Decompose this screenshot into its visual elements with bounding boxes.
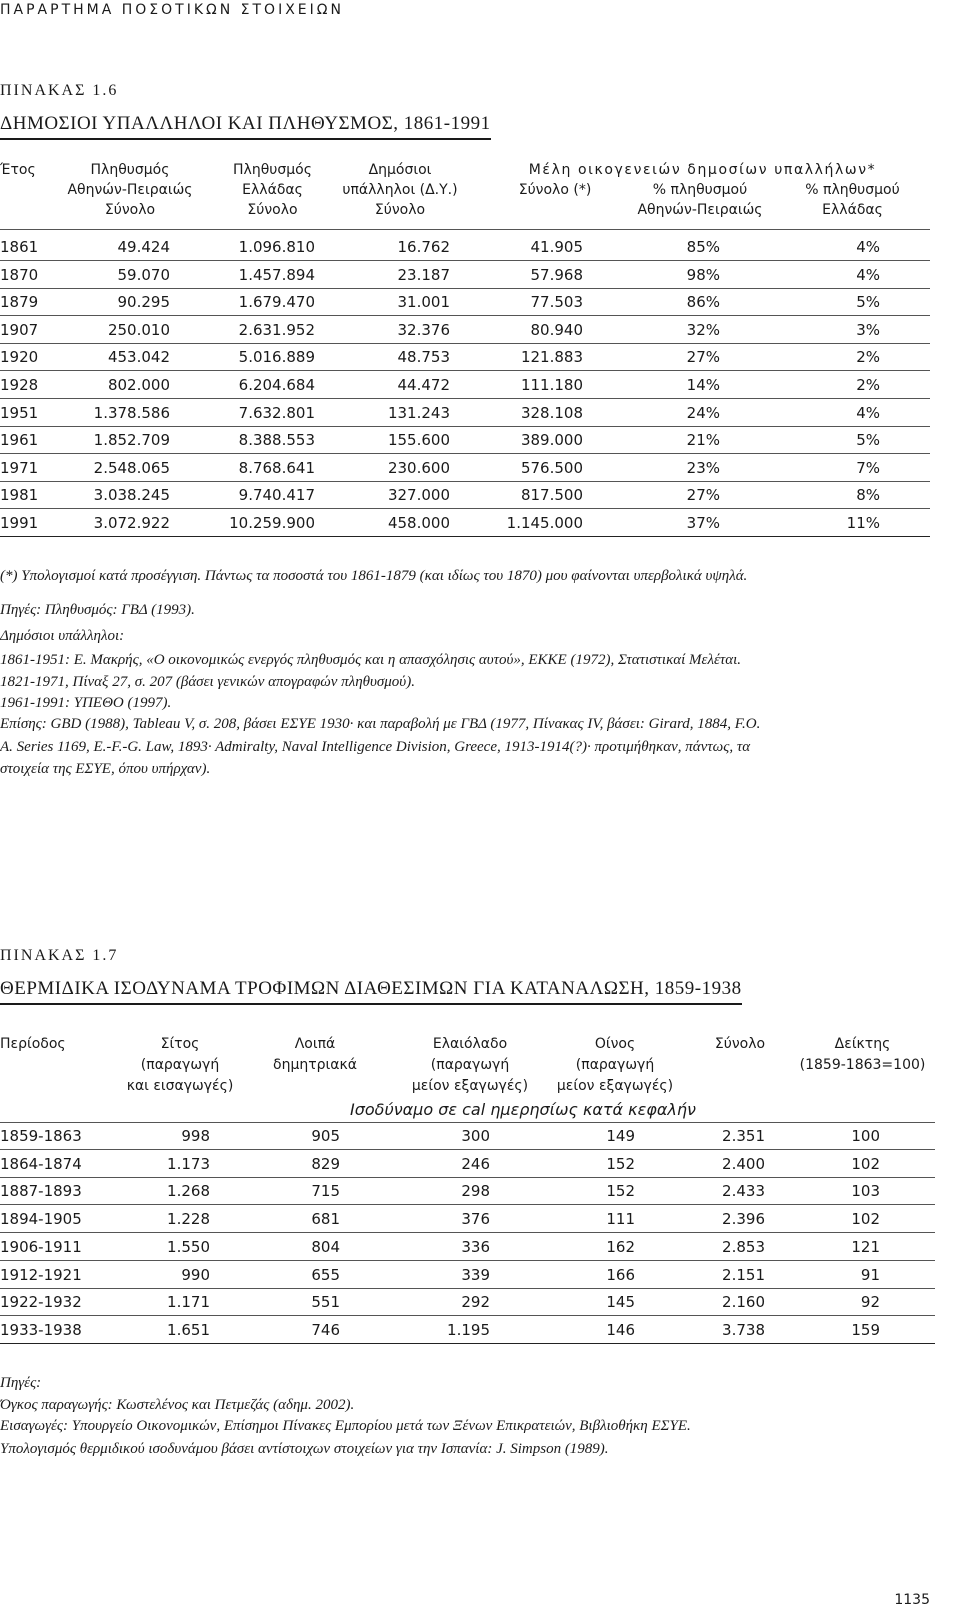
table-2-cell: 1.195 — [447, 1320, 490, 1339]
table-2-cell: 1.550 — [167, 1237, 210, 1256]
table-1-cell: 155.600 — [387, 431, 450, 450]
table-2-cell: 746 — [311, 1320, 340, 1339]
table-1-cell: 5.016.889 — [238, 348, 315, 367]
table-2-row-rule — [0, 1315, 935, 1316]
table-1-cell: 5% — [856, 293, 880, 312]
table-2-row-rule — [0, 1288, 935, 1289]
table-2-unit-caption: Ισοδύναμο σε cal ημερησίως κατά κεφαλήν — [350, 1100, 696, 1119]
table-1-cell: 41.905 — [530, 238, 583, 256]
table-2-cell: 91 — [860, 1265, 880, 1284]
table-1-cell: 23% — [686, 458, 720, 477]
table-1-cell: 1861 — [0, 238, 39, 256]
table-1-group-header: Μέλη οικογενειών δημοσίων υπαλλήλων* — [528, 162, 877, 178]
table-1-row-rule — [0, 508, 930, 509]
table-1-header-cell: Δημόσιοι — [368, 162, 432, 178]
table-1-cell: 3.038.245 — [93, 486, 170, 505]
table-1-cell: 59.070 — [117, 265, 170, 284]
table-1-row-rule — [0, 288, 930, 289]
table-2-cell: 655 — [311, 1265, 340, 1284]
table-2-cell: 829 — [311, 1154, 340, 1173]
table-1-note: A. Series 1169, E.-F.-G. Law, 1893· Admiralty, Naval Intelligence Division, Greece, 1913-1914(?)· προτιμήθηκαν, πάντως, τα — [0, 739, 751, 755]
table-1-cell: 57.968 — [530, 265, 583, 284]
table-1-cell: 817.500 — [520, 486, 583, 505]
table-2-header-cell: Σύνολο — [714, 1036, 766, 1052]
table-1-row-rule — [0, 536, 930, 537]
table-2-cell: 146 — [606, 1320, 635, 1339]
table-1-cell: 2% — [856, 376, 880, 394]
table-1-note: Δημόσιοι υπάλληλοι: — [0, 628, 125, 644]
table-1-row-rule — [0, 260, 930, 261]
table-2-cell: 152 — [606, 1154, 635, 1173]
table-1-note: Πηγές: Πληθυσμός: ΓΒΔ (1993). — [0, 602, 195, 618]
table-2-row-rule — [0, 1204, 935, 1205]
table-2-note: Υπολογισμός θερμιδικού ισοδυνάμου βάσει αντίστοιχων στοιχείων για την Ισπανία: J. Simpson (1989). — [0, 1441, 609, 1457]
table-1-cell: 1.852.709 — [93, 431, 170, 450]
table-1-header-cell: % πληθυσμού — [652, 182, 748, 198]
table-2-cell: 2.853 — [722, 1237, 765, 1256]
table-2-cell: 103 — [851, 1182, 880, 1201]
table-1-cell: 37% — [686, 514, 720, 532]
table-2-cell: 2.160 — [722, 1293, 765, 1312]
table-1-cell: 31.001 — [397, 293, 450, 312]
table-1-cell: 3.072.922 — [93, 514, 170, 532]
table-1-cell: 1.457.894 — [238, 265, 315, 284]
running-head: ΠΑΡΑΡΤΗΜΑ ΠΟΣΟΤΙΚΩΝ ΣΤΟΙΧΕΙΩΝ — [0, 2, 344, 18]
table-1-cell: 1.145.000 — [506, 514, 583, 532]
table-1-cell: 8.388.553 — [238, 431, 315, 450]
table-2-note: Εισαγωγές: Υπουργείο Οικονομικών, Επίσημοι Πίνακες Εμπορίου μετά των Ξένων Επικρατειών, Βιβλιοθήκη ΕΣΥΕ. — [0, 1418, 691, 1434]
table-2-cell: 1922-1932 — [0, 1293, 82, 1312]
table-1-cell: 27% — [686, 348, 720, 367]
table-2-header-rule — [0, 1122, 935, 1123]
table-1-cell: 458.000 — [387, 514, 450, 532]
table-1-label: ΠΙΝΑΚΑΣ 1.6 — [0, 82, 119, 99]
table-2-cell: 159 — [851, 1320, 880, 1339]
table-2-cell: 2.400 — [722, 1154, 765, 1173]
table-1-row-rule — [0, 315, 930, 316]
table-1-cell: 21% — [686, 431, 720, 450]
table-1-cell: 1.679.470 — [238, 293, 315, 312]
table-1-header-cell: Ελλάδας — [242, 182, 303, 198]
table-2-cell: 111 — [606, 1210, 635, 1229]
table-1-header-cell: % πληθυσμού — [805, 182, 900, 198]
table-1-header-cell: Σύνολο — [374, 202, 426, 218]
table-2-cell: 102 — [851, 1210, 880, 1229]
table-1-cell: 1971 — [0, 458, 39, 477]
table-1-cell: 1.378.586 — [93, 403, 170, 422]
table-1-cell: 1.096.810 — [238, 238, 315, 256]
table-1-row-rule — [0, 426, 930, 427]
table-1-cell: 11% — [846, 514, 880, 532]
table-1-cell: 9.740.417 — [238, 486, 315, 505]
table-1-cell: 4% — [856, 238, 880, 256]
table-1-note: Επίσης: GBD (1988), Tableau V, σ. 208, βάσει ΕΣΥΕ 1930· και παραβολή με ΓΒΔ (1977, Πίνακας IV, βάσει: Girard, 1884, F.O. — [0, 716, 761, 732]
table-1-cell: 98% — [686, 265, 720, 284]
table-2-cell: 145 — [606, 1293, 635, 1312]
table-1-header-cell: Αθηνών-Πειραιώς — [637, 202, 763, 218]
table-2-header-cell: Οίνος — [594, 1036, 636, 1052]
table-2-header-cell: (παραγωγή — [430, 1057, 510, 1073]
table-1-cell: 1879 — [0, 293, 39, 312]
table-1-cell: 7% — [856, 458, 880, 477]
table-2-header-cell: Δείκτης — [834, 1036, 891, 1052]
table-1-header-cell: Ελλάδας — [822, 202, 883, 218]
table-2-header-cell: και εισαγωγές) — [126, 1078, 234, 1094]
table-1-cell: 10.259.900 — [229, 514, 315, 532]
table-2-row-rule — [0, 1177, 935, 1178]
table-1-cell: 1870 — [0, 265, 39, 284]
table-1-cell: 8% — [856, 486, 880, 505]
table-1-header-cell: Αθηνών-Πειραιώς — [67, 182, 193, 198]
table-1-note: στοιχεία της ΕΣΥΕ, όπου υπήρχαν). — [0, 761, 211, 777]
table-2-cell: 100 — [851, 1127, 880, 1145]
table-2-cell: 149 — [606, 1127, 635, 1145]
table-2-cell: 2.151 — [722, 1265, 765, 1284]
table-1-cell: 576.500 — [520, 458, 583, 477]
table-1-cell: 250.010 — [107, 320, 170, 339]
table-2-cell: 1887-1893 — [0, 1182, 82, 1201]
table-1-row-rule — [0, 481, 930, 482]
table-2-cell: 998 — [181, 1127, 210, 1145]
table-2-title: ΘΕΡΜΙΔΙΚΑ ΙΣΟΔΥΝΑΜΑ ΤΡΟΦΙΜΩΝ ΔΙΑΘΕΣΙΜΩΝ ΓΙΑ ΚΑΤΑΝΑΛΩΣΗ, 1859-1938 — [0, 978, 742, 1005]
table-2-cell: 1.173 — [167, 1154, 210, 1173]
table-2-cell: 1.268 — [167, 1182, 210, 1201]
table-2-header-cell: μείον εξαγωγές) — [411, 1078, 529, 1094]
table-1-cell: 1920 — [0, 348, 39, 367]
table-1-note: 1821-1971, Πίναξ 27, σ. 207 (βάσει γενικών απογραφών πληθυσμού). — [0, 674, 415, 690]
table-1-cell: 14% — [686, 376, 720, 394]
table-1-cell: 49.424 — [117, 238, 170, 256]
table-2-label: ΠΙΝΑΚΑΣ 1.7 — [0, 947, 119, 964]
table-1-cell: 1961 — [0, 431, 39, 450]
table-1-cell: 8.768.641 — [238, 458, 315, 477]
table-1-cell: 32.376 — [397, 320, 450, 339]
table-1-cell: 7.632.801 — [238, 403, 315, 422]
table-1-header-cell: Σύνολο — [247, 202, 298, 218]
table-1-cell: 16.762 — [397, 238, 450, 256]
table-2-cell: 121 — [851, 1237, 880, 1256]
table-1-row-rule — [0, 398, 930, 399]
table-2-header-cell: (παραγωγή — [575, 1057, 655, 1073]
table-1-cell: 131.243 — [387, 403, 450, 422]
table-1-cell: 1951 — [0, 403, 39, 422]
table-1-title: ΔΗΜΟΣΙΟΙ ΥΠΑΛΛΗΛΟΙ ΚΑΙ ΠΛΗΘΥΣΜΟΣ, 1861-1991 — [0, 113, 491, 140]
table-1-row-rule — [0, 370, 930, 371]
table-2-row-rule — [0, 1232, 935, 1233]
table-1-cell: 1981 — [0, 486, 39, 505]
table-2-cell: 292 — [461, 1293, 490, 1312]
table-2-header-cell: Περίοδος — [0, 1036, 66, 1052]
table-1-cell: 77.503 — [530, 293, 583, 312]
page-number: 1135 — [894, 1592, 930, 1608]
table-2-note: Όγκος παραγωγής: Κωστελένος και Πετμεζάς (αδημ. 2002). — [0, 1397, 355, 1413]
table-2-row-rule — [0, 1260, 935, 1261]
table-1-cell: 389.000 — [520, 431, 583, 450]
table-1-cell: 48.753 — [397, 348, 450, 367]
table-2-cell: 298 — [461, 1182, 490, 1201]
table-2-note: Πηγές: — [0, 1375, 42, 1391]
table-2-header-cell: Σίτος — [160, 1036, 200, 1052]
table-2-cell: 102 — [851, 1154, 880, 1173]
table-1-cell: 230.600 — [387, 458, 450, 477]
table-2-cell: 1.171 — [167, 1293, 210, 1312]
table-1-note: 1961-1991: ΥΠΕΘΟ (1997). — [0, 695, 172, 711]
table-1-cell: 802.000 — [107, 376, 170, 394]
table-1-cell: 86% — [686, 293, 720, 312]
table-2-cell: 681 — [311, 1210, 340, 1229]
table-2-cell: 162 — [606, 1237, 635, 1256]
table-1-cell: 5% — [856, 431, 880, 450]
table-2-cell: 1859-1863 — [0, 1127, 82, 1145]
table-2-cell: 166 — [606, 1265, 635, 1284]
table-2-cell: 551 — [311, 1293, 340, 1312]
table-2-cell: 715 — [311, 1182, 340, 1201]
table-2-cell: 1894-1905 — [0, 1210, 82, 1229]
table-1-cell: 2% — [856, 348, 880, 367]
table-1-header-cell: Σύνολο — [104, 202, 156, 218]
table-1-header-cell: Σύνολο (*) — [518, 182, 592, 198]
table-1-cell: 2.548.065 — [93, 458, 170, 477]
table-2-cell: 1.651 — [167, 1320, 210, 1339]
table-1-cell: 3% — [856, 320, 880, 339]
table-1-row-rule — [0, 343, 930, 344]
table-2-cell: 804 — [311, 1237, 340, 1256]
table-2-header-cell: (παραγωγή — [140, 1057, 220, 1073]
table-1-header-cell: Πληθυσμός — [233, 162, 312, 178]
table-1-cell: 90.295 — [117, 293, 170, 312]
table-1-cell: 80.940 — [530, 320, 583, 339]
table-1-note: 1861-1951: Ε. Μακρής, «Ο οικονομικώς ενεργός πληθυσμός και η απασχόλησις αυτού», ΕΚΚΕ (1972), Στατιστικαί Μελέται. — [0, 652, 742, 668]
table-1-cell: 4% — [856, 403, 880, 422]
table-2-cell: 1906-1911 — [0, 1237, 82, 1256]
table-2-cell: 376 — [461, 1210, 490, 1229]
table-2-row-rule — [0, 1149, 935, 1150]
table-2-cell: 1864-1874 — [0, 1154, 82, 1173]
table-2-cell: 336 — [461, 1237, 490, 1256]
table-1-cell: 23.187 — [397, 265, 450, 284]
table-1-cell: 85% — [686, 238, 720, 256]
table-2-header-cell: δημητριακά — [273, 1057, 357, 1073]
table-1-cell: 6.204.684 — [238, 376, 315, 394]
table-2-cell: 339 — [461, 1265, 490, 1284]
table-2-cell: 1.228 — [167, 1210, 210, 1229]
table-2-cell: 990 — [181, 1265, 210, 1284]
table-1-cell: 1907 — [0, 320, 39, 339]
table-1-header-cell: Έτος — [0, 162, 36, 178]
table-2-cell: 1912-1921 — [0, 1265, 82, 1284]
table-2-cell: 905 — [311, 1127, 340, 1145]
table-1-header-rule — [0, 229, 930, 230]
table-2-header-cell: μείον εξαγωγές) — [556, 1078, 674, 1094]
table-2-cell: 246 — [461, 1154, 490, 1173]
table-2-cell: 3.738 — [722, 1320, 765, 1339]
table-1-header-cell: υπάλληλοι (Δ.Υ.) — [342, 182, 458, 198]
table-1-cell: 121.883 — [520, 348, 583, 367]
table-2-cell: 92 — [860, 1293, 880, 1312]
table-2-cell: 1933-1938 — [0, 1320, 82, 1339]
table-1-cell: 2.631.952 — [238, 320, 315, 339]
table-1-cell: 453.042 — [107, 348, 170, 367]
table-2-cell: 300 — [461, 1127, 490, 1145]
table-1-cell: 328.108 — [520, 403, 583, 422]
table-1-cell: 4% — [856, 265, 880, 284]
table-2-header-cell: Λοιπά — [294, 1036, 336, 1052]
table-1-cell: 327.000 — [387, 486, 450, 505]
table-1-cell: 27% — [686, 486, 720, 505]
table-2-header-cell: (1859-1863=100) — [799, 1057, 926, 1073]
table-2-header-cell: Ελαιόλαδο — [432, 1036, 508, 1052]
table-2-cell: 152 — [606, 1182, 635, 1201]
table-1-cell: 44.472 — [397, 376, 450, 394]
table-1-cell: 111.180 — [520, 376, 583, 394]
table-1-cell: 1991 — [0, 514, 39, 532]
table-1-cell: 1928 — [0, 376, 39, 394]
table-1-header-cell: Πληθυσμός — [90, 162, 170, 178]
table-1-note: (*) Υπολογισμοί κατά προσέγγιση. Πάντως τα ποσοστά του 1861-1879 (και ιδίως του 1870) μου φαίνονται υπερβολικά υψηλά. — [0, 568, 748, 584]
table-2-cell: 2.351 — [722, 1127, 765, 1145]
table-1-row-rule — [0, 453, 930, 454]
table-1-cell: 32% — [686, 320, 720, 339]
table-2-row-rule — [0, 1343, 935, 1344]
table-2-cell: 2.433 — [722, 1182, 765, 1201]
table-1-cell: 24% — [686, 403, 720, 422]
table-2-cell: 2.396 — [722, 1210, 765, 1229]
